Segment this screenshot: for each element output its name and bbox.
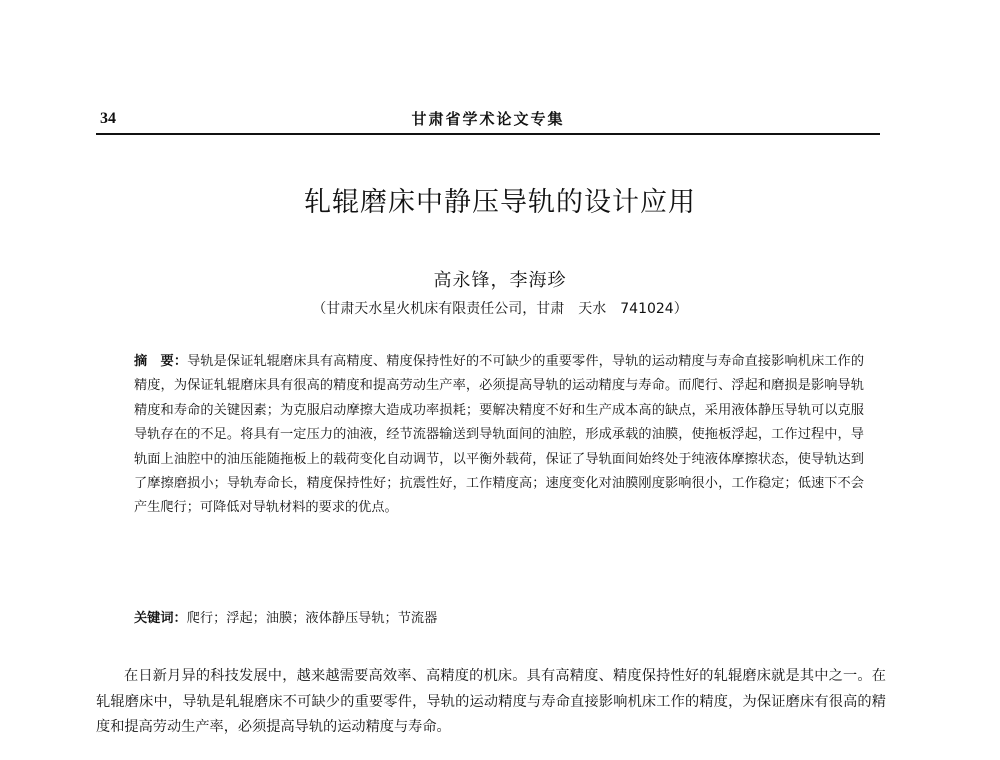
keywords-text: 爬行；浮起；油膜；液体静压导轨；节流器	[186, 611, 438, 626]
body-paragraph-1: 在日新月异的科技发展中，越来越需要高效率、高精度的机床。具有高精度、精度保持性好的轧辊磨床就是其中之一。在轧辊磨床中，导轨是轧辊磨床不可缺少的重要零件，导轨的运动精度与寿命直接影响机床工作的精度，为保证磨床有很高的精度和提高劳动生产率，必须提高导轨的运动精度与寿命。	[96, 668, 886, 735]
article-title: 轧辊磨床中静压导轨的设计应用	[304, 187, 696, 218]
running-header	[96, 104, 880, 136]
keywords	[134, 607, 864, 631]
article-affiliation: （甘肃天水星火机床有限责任公司，甘肃 天水 741024）	[312, 301, 688, 317]
keywords-label: 关键词：	[134, 611, 187, 626]
abstract	[134, 350, 864, 521]
journal-name: 甘肃省学术论文专集	[411, 110, 565, 128]
page-number: 34	[100, 110, 116, 127]
abstract-text: 导轨是保证轧辊磨床具有高精度、精度保持性好的不可缺少的重要零件，导轨的运动精度与寿命直接影响机床工作的精度，为保证轧辊磨床具有很高的精度和提高劳动生产率，必须提高导轨的运动精度与寿命。而爬行、浮起和磨损是影响导轨精度和寿命的关键因素；为克服启动摩擦大造成功率损耗；要解决精度不好和生产成本高的缺点，采用液体静压导轨可以克服导轨存在的不足。将具有一定压力的油液，经节流器输送到导轨面间的油腔，形成承载的油膜，使拖板浮起，工作过程中，导轨面上油腔中的油压能随拖板上的载荷变化自动调节，以平衡外载荷，保证了导轨面间始终处于纯液体摩擦状态，使导轨达到了摩擦磨损小；导轨寿命长，精度保持性好；抗震性好，工作精度高；速度变化对油膜刚度影响很小，工作稳定；低速下不会产生爬行；可降低对导轨材料的要求的优点。	[134, 354, 865, 516]
header-rule	[96, 133, 880, 135]
abstract-label: 摘 要：	[134, 354, 188, 369]
article-authors: 高永锋，李海珍	[433, 270, 567, 291]
